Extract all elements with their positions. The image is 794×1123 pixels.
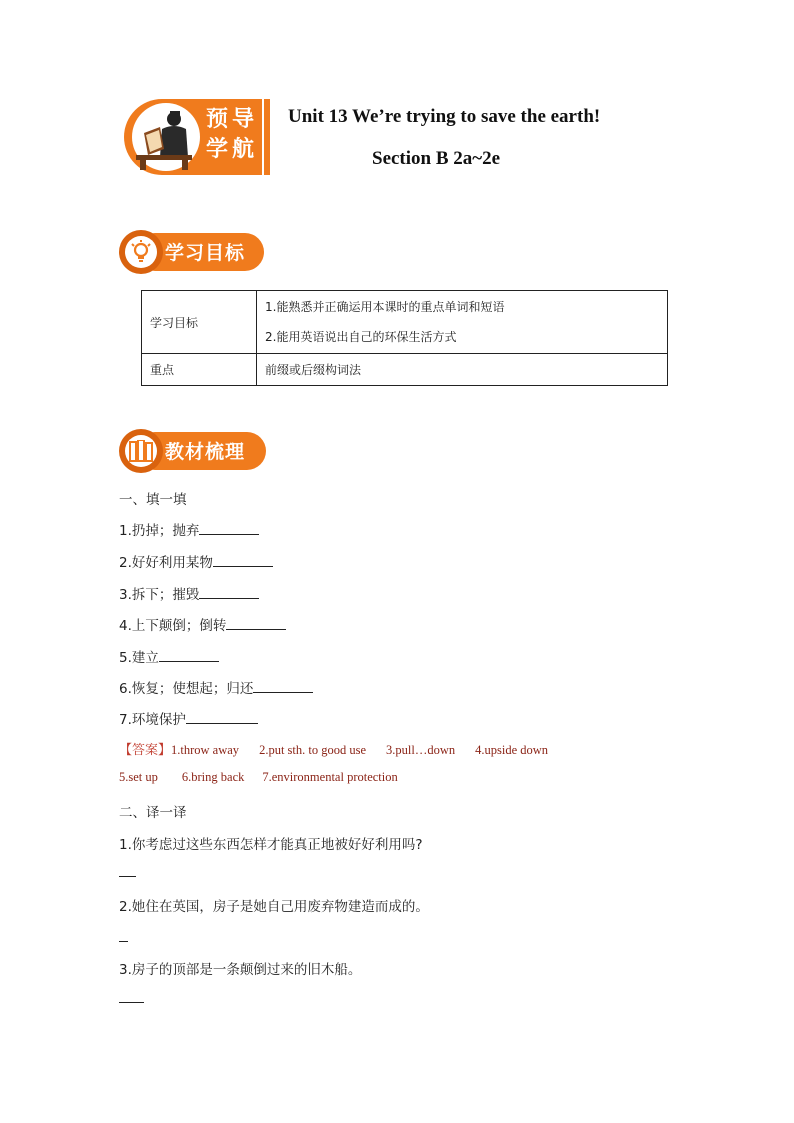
- goals-badge-label: 学习目标: [165, 242, 246, 264]
- focus-label-cell: 重点: [142, 354, 257, 386]
- answer-line: [119, 1002, 144, 1003]
- fill-item-7: 7.环境保护: [119, 708, 258, 728]
- goals-badge: [118, 229, 266, 275]
- table-row: [142, 291, 668, 354]
- goals-label-cell: 学习目标: [142, 291, 257, 354]
- review-badge: [118, 428, 266, 474]
- fill-item-1: 1.扔掉；抛弃: [119, 519, 259, 539]
- header-banner: [122, 97, 272, 177]
- translate-item-1: 1.你考虑过这些东西怎样才能真正地被好好利用吗?: [119, 837, 423, 853]
- fill-item-2: 2.好好利用某物: [119, 551, 273, 571]
- fill-item-4: 4.上下颠倒；倒转: [119, 614, 286, 634]
- answer-blank: [213, 553, 273, 567]
- part1-heading: 一、填一填: [119, 492, 187, 508]
- section-title: Section B 2a~2e: [372, 148, 501, 169]
- part2-heading: 二、译一译: [119, 805, 187, 821]
- answer-blank: [199, 585, 259, 599]
- translate-item-3: 3.房子的顶部是一条颠倒过来的旧木船。: [119, 962, 362, 978]
- answer-blank: [253, 679, 313, 693]
- table-row: [142, 354, 668, 386]
- focus-value-cell: 前缀或后缀构词法: [257, 354, 668, 386]
- goals-table: [141, 290, 668, 386]
- goal-item: 2.能用英语说出自己的环保生活方式: [265, 330, 457, 344]
- lightbulb-icon: [129, 240, 153, 264]
- goal-item: 1.能熟悉并正确运用本课时的重点单词和短语: [265, 300, 505, 314]
- answer-blank: [226, 616, 286, 630]
- books-icon: [129, 440, 153, 462]
- fill-item-6: 6.恢复；使想起；归还: [119, 677, 313, 697]
- fill-item-3: 3.拆下；摧毁: [119, 583, 259, 603]
- review-badge-label: 教材梳理: [165, 441, 246, 463]
- answer-blank: [159, 648, 219, 662]
- translate-item-2: 2.她住在英国，房子是她自己用废弃物建造而成的。: [119, 899, 429, 915]
- answer-line-2: 5.set up 6.bring back 7.environmental protection: [119, 770, 398, 784]
- answer-line: [119, 876, 136, 877]
- answer-line-1: 【答案】1.throw away 2.put sth. to good use 3.pull…down 4.upside down: [119, 743, 549, 758]
- answer-tag: 【答案】: [119, 743, 172, 758]
- fill-item-5: 5.建立: [119, 646, 219, 666]
- answer-line: [119, 941, 128, 942]
- banner-label: 预导 学航: [206, 107, 259, 162]
- answer-blank: [186, 710, 258, 724]
- answer-blank: [199, 521, 259, 535]
- unit-title: Unit 13 We’re trying to save the earth!: [288, 106, 601, 127]
- goals-items-cell: [257, 291, 668, 354]
